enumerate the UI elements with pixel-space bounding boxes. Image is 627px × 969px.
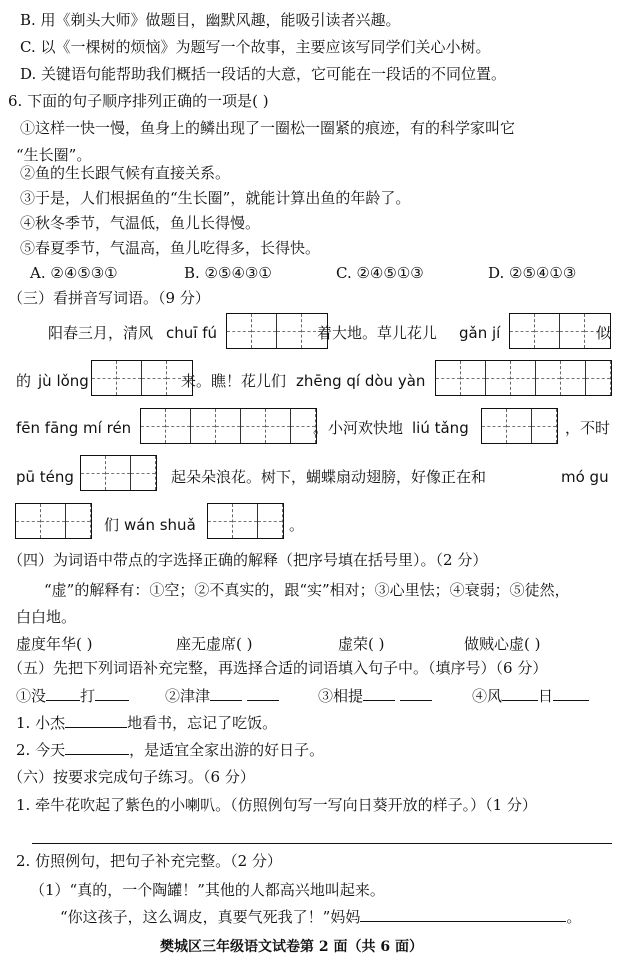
pinyin-pu-teng: pū téng [16,468,74,486]
fill-blank[interactable] [360,907,566,922]
page-footer: 樊城区三年级语文试卷第 2 面（共 6 面） [160,939,423,955]
option-b-text: B. 用《剃头大师》做题目，幽默风趣，能吸引读者兴趣。 [20,11,401,29]
sec5-sentence-1b: 地看书，忘记了吃饭。 [127,714,278,732]
sec4-word-3[interactable]: 虚荣( ) [338,635,385,653]
sec3-text-1: 阳春三月，清风 [48,324,154,342]
section-4-title: （四）为词语中带点的字选择正确的解释（把序号填在括号里）。（2 分） [8,551,488,569]
q6-sentence-1a: ①这样一快一慢，鱼身上的鳞出现了一圈松一圈紧的痕迹，有的科学家叫它 [20,119,516,137]
option-c-text: C. 以《一棵树的烦恼》为题写一个故事，主要应该写同学们关心小树。 [20,38,491,56]
pinyin-liu-tang: liú tǎng [412,419,469,437]
sec5-item-3 [318,686,432,706]
sentence-2-blank[interactable] [65,740,129,755]
pinyin-ju-long: jù lǒng [38,372,89,390]
sec5-item-1a: ①没 [16,687,47,705]
q6-option-a: A. ②④⑤③① [30,264,118,282]
section-5-title: （五）先把下列词语补充完整，再选择合适的词语填入句子中。（填序号）（6 分） [8,659,548,677]
sec5-item-1 [16,686,129,706]
sec5-item-4b: 日 [538,687,554,705]
blank-1-1[interactable] [46,686,80,701]
sec3-text-3: 似 [596,324,612,342]
sec6-fill-sentence [60,907,581,927]
pinyin-wan-shua: wán shuǎ [124,516,196,534]
sec6-fill-b: 。 [566,908,582,926]
sec3-text-8: 起朵朵浪花。树下，蝴蝶扇动翅膀，好像正在和 [171,468,487,486]
sec5-sentence-1 [16,713,277,733]
char-grid-mo-gu[interactable] [15,503,92,539]
sec4-word-1[interactable]: 虚度年华( ) [16,635,93,653]
sec5-item-4a: ④风 [472,687,503,705]
sec5-item-2 [165,686,279,706]
q6-sentence-2: ②鱼的生长跟气候有直接关系。 [20,164,231,182]
sec5-sentence-2b: ，是适宜全家出游的好日子。 [129,741,325,759]
sec5-item-1b: 打 [80,687,96,705]
option-d-text: D. 关键语句能帮助我们概括一段话的大意，它可能在一段话的不同位置。 [20,65,507,83]
q6-sentence-1b: “生长圈”。 [16,146,92,164]
pinyin-gan-ji: gǎn jí [459,324,501,342]
q6-sentence-3: ③于是，人们根据鱼的“生长圈”，就能计算出鱼的年龄了。 [20,189,411,207]
sec6-example: （1）“真的，一个陶罐！”其他的人都高兴地叫起来。 [30,881,385,899]
sec4-word-2[interactable]: 座无虚席( ) [176,635,253,653]
q6-stem: 6. 下面的句子顺序排列正确的一项是( ) [8,92,269,110]
sec6-question-1: 1. 牵牛花吹起了紫色的小喇叭。（仿照例句写一写向日葵开放的样子。）（1 分） [16,796,537,814]
blank-3-1[interactable] [363,686,395,701]
sec3-text-10: 。 [289,516,305,534]
q6-option-d: D. ②⑤④①③ [488,264,577,282]
char-grid-fen-fang-mi-ren[interactable] [140,408,317,444]
sec4-definition-a: “虚”的解释有：①空；②不真实的，跟“实”相对；③心里怯；④衰弱；⑤徒然， [44,581,570,599]
q6-option-c: C. ②④⑤①③ [336,264,424,282]
sec6-fill-a: “你这孩子，这么调皮，真要气死我了！”妈妈 [60,908,361,926]
sec5-item-2-label: ②津津 [165,687,211,705]
blank-4-2[interactable] [553,686,589,701]
q6-option-b: B. ②⑤④③① [184,264,272,282]
sec5-sentence-2a: 2. 今天 [16,741,66,759]
char-grid-pu-teng[interactable] [80,455,157,491]
char-grid-wan-shua[interactable] [207,503,284,539]
char-grid-liu-tang[interactable] [481,408,558,444]
blank-4-1[interactable] [502,686,538,701]
char-grid-ju-long[interactable] [91,360,193,396]
sec3-text-6: 。小河欢快地 [313,419,404,437]
answer-line[interactable] [32,843,612,844]
pinyin-zheng-qi-dou-yan: zhēng qí dòu yàn [296,372,426,390]
q6-sentence-5: ⑤春夏季节，气温高，鱼儿吃得多，长得快。 [20,239,321,257]
q6-sentence-4: ④秋冬季节，气温低，鱼儿长得慢。 [20,214,261,232]
pinyin-fen-fang-mi-ren: fēn fāng mí rén [16,419,132,437]
pinyin-mo-gu: mó gu [561,468,609,486]
sentence-1-blank[interactable] [65,713,127,728]
sec5-sentence-2 [16,740,324,760]
sec5-item-4 [472,686,589,706]
sec4-word-4[interactable]: 做贼心虚( ) [464,635,541,653]
blank-1-2[interactable] [95,686,129,701]
pinyin-chui-fu: chuī fú [166,324,217,342]
sec3-text-2: 着大地。草儿花儿 [317,324,438,342]
section-6-title: （六）按要求完成句子练习。（6 分） [8,768,255,786]
sec4-definition-b: 白白地。 [16,608,77,626]
sec3-text-9: 们 [104,516,120,534]
blank-3-2[interactable] [400,686,432,701]
blank-2-1[interactable] [210,686,242,701]
sec5-sentence-1a: 1. 小杰 [16,714,66,732]
sec3-text-5: 来。瞧！花儿们 [181,372,287,390]
sec3-text-7: ，不时 [565,419,611,437]
sec5-item-3-label: ③相提 [318,687,364,705]
blank-2-2[interactable] [247,686,279,701]
char-grid-chui-fu[interactable] [226,313,328,349]
char-grid-zheng-qi-dou-yan[interactable] [435,360,612,396]
section-3-title: （三）看拼音写词语。（9 分） [8,289,210,307]
sec3-text-4: 的 [16,372,32,390]
sec6-question-2: 2. 仿照例句，把句子补充完整。（2 分） [16,852,282,870]
